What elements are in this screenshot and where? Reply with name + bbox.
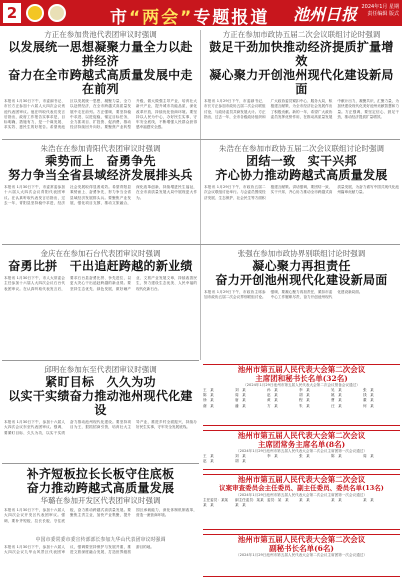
list-name-item: 王 某 bbox=[203, 388, 214, 392]
list-names bbox=[203, 454, 400, 464]
article-dongzhi bbox=[4, 364, 197, 472]
list-name-item: 刘 某 bbox=[235, 388, 246, 392]
article-kicker: 朱浩在在参加市政协五届二次会议联组讨论时强调 bbox=[219, 144, 384, 153]
article-cppcc-unite bbox=[204, 143, 399, 247]
list-name-item: 陈 某 bbox=[203, 393, 214, 398]
article-headline-line1: 补齐短板拉长长板守住底板 bbox=[26, 467, 175, 481]
list-title-line2: 议案审查委员会主任委员、副主任委员、委员名单(13名) bbox=[219, 484, 384, 492]
list-name-item: 李 某 bbox=[267, 454, 278, 458]
article-jiuhua bbox=[4, 536, 197, 579]
article-headline-line1: 乘势而上 奋勇争先 bbox=[45, 154, 156, 168]
list-note: （2024年1月29日池州市第五届人民代表大会第二次会议主席团第一次会议通过） bbox=[235, 449, 367, 453]
list-title-line1: 池州市第五届人民代表大会第二次会议 bbox=[237, 431, 366, 440]
list-name-item: 汪 某 bbox=[331, 403, 342, 408]
article-body: 本报讯 1月29日下午，市委副书记、市长方正参加市政协五届二次会议联组讨论，与政协委员共商发展大计。方正指出，过去一年，全市各级政协组织和广大政协委员紧扣中心、服务大局，积极建言献策，为全市经济社会发展作出了积极贡献。新的一年，希望广大政协委员发挥优势作用，在推动高质量发展中献计出力，凝聚共识，汇聚力量，为加快建设现代化美好池州贡献智慧和力量。方正强调，要坚定信心、鼓足干劲，推动经济提质扩量增效。 bbox=[204, 99, 399, 119]
list-name-item: 张 某 bbox=[363, 388, 374, 392]
article-body: 本报讯 1月30日下午，参加十六届人大四次会议东至代表团审议。强调，要紧盯目标、久久为功，以实干实绩奋力推动池州现代化建设。要坚持项目为王，狠抓招商引资，培育壮大主导产业，推进乡村全面振兴，持续办好民生实事，守牢安全发展底线。 bbox=[4, 420, 197, 435]
list-name-item: 孙 某 bbox=[267, 388, 278, 392]
article-shitai bbox=[4, 248, 197, 346]
list-name-item: 李 某 bbox=[299, 388, 310, 392]
list-name-item: 某 某 bbox=[363, 498, 374, 502]
list-deputy-secretaries bbox=[203, 534, 400, 577]
article-headline-line1: 以发展统一思想凝聚力量全力以赴拼经济 bbox=[8, 40, 193, 68]
list-name-item: 何 某 bbox=[363, 403, 374, 408]
article-headline-line1: 团结一致 实干兴邦 bbox=[246, 154, 357, 168]
list-names bbox=[203, 498, 400, 508]
list-name-item: 王 某 bbox=[203, 454, 214, 458]
article-kicker: 邱明在参加东至代表团审议时强调 bbox=[44, 365, 157, 374]
list-standing-chairs bbox=[203, 430, 400, 470]
newspaper-masthead: 池州日报 bbox=[293, 5, 358, 24]
list-name-item: 赵 某 bbox=[203, 459, 214, 464]
article-kicker: 中国市委常委市委宣传部部长参加九华山代表团审议时强调 bbox=[35, 537, 166, 543]
list-names bbox=[203, 388, 400, 409]
article-kicker: 张强在参加市政协界别联组讨论时强调 bbox=[237, 249, 366, 258]
list-name-item: 方 某 bbox=[267, 403, 278, 408]
banner-highlight: “两会” bbox=[129, 8, 194, 28]
list-title-line2: 主席团和秘书长名单(32名) bbox=[255, 374, 348, 383]
list-name-item: 曹 某 bbox=[331, 398, 342, 403]
date-info bbox=[362, 4, 400, 18]
list-name-item: 胡 某 bbox=[299, 393, 310, 398]
list-name-item: 某 某 bbox=[331, 498, 342, 502]
list-note: （2024年1月29日池州市第五届人民代表大会第二次会议主席团第一次会议通过） bbox=[235, 553, 367, 557]
article-body: 本报讯 1月30日下午，参加十六届人大四次会议九华山风景区代表团审议，强调要坚持保护与发展并重，推进文旅深度融合发展，打造世界级旅游目的地。 bbox=[4, 545, 154, 555]
section-divider bbox=[2, 139, 400, 140]
list-name-item: 黄 某 bbox=[267, 398, 278, 403]
section-divider bbox=[2, 463, 199, 464]
list-title-line1: 池州市第五届人民代表大会第二次会议 bbox=[237, 475, 366, 484]
article-body: 本报讯 1月30日下午，市人大常委会主任参加十六届人大四次会议石台代表团审议。在认真听取代表发言后，要求石台县奋勇比拼、争先进位，以更大决心干出追赶跨越的新业绩。要坚持生态优先、绿色发展，做好硒产业、文旅产业发展文章，持续改善民生，努力建设生态优美、人民幸福的现代化新石台。 bbox=[4, 276, 197, 291]
list-name-item: 某 某 bbox=[235, 503, 246, 508]
list-title-line1: 池州市第五届人民代表大会第二次会议 bbox=[237, 365, 366, 374]
article-headline-line2: 齐心协力推动跨越式高质量发展 bbox=[215, 168, 388, 182]
list-name-item: 程 某 bbox=[299, 398, 310, 403]
list-motion-committee bbox=[203, 474, 400, 530]
article-headline-line2: 以实干实绩奋力推动池州现代化建设 bbox=[8, 389, 193, 417]
article-headline-line2: 奋力在全市跨越式高质量发展中走在前列 bbox=[8, 68, 193, 96]
article-body: 本报讯 1月29日下午，市政协五届二次会议联组讨论举行。与会委员围绕经济发展、生态保护、社会民生等方面积极建言献策。讲话强调，要团结一致、实干兴邦，齐心协力推动全市跨越式高质量发展，为奋力谱写中国式现代化池州篇章贡献力量。 bbox=[204, 185, 399, 200]
article-kicker: 方正在参加贵池代表团审议时强调 bbox=[44, 30, 157, 39]
date-line-1: 2024年1月 星期 bbox=[361, 4, 399, 10]
article-kicker: 华璐在参加开发区代表团审议时强调 bbox=[40, 496, 161, 505]
page-header bbox=[0, 0, 402, 26]
list-name-item: 周 某 bbox=[235, 393, 246, 398]
list-title-line2: 主席团常务主席名单(8名) bbox=[257, 440, 346, 449]
list-name-item: 吴 某 bbox=[331, 388, 342, 392]
article-cppcc-zhangqiang bbox=[204, 248, 399, 346]
article-body: 本报讯 1月30日下午，市委副书记、市长方正参加十六届人大四次会议贵池代表团审议。他在听取代表们发言后指出，政府工作报告实事求是，目标明确，措施有力，是一个谋发展、求实效、惠民生的好报告。希望贵池区以发展统一思想、凝聚力量，全力以赴拼经济，在全市跨越式高质量发展中走在前列。方正强调，要坚持稳中求进、以进促稳，锚定目标任务，全力抓项目、扩投资、促消费，推动经济持续回升向好。要聚焦产业转型升级，做大做强主导产业，培育壮大新兴产业，提升城市功能品质，深化改革开放，持续优化营商环境。要坚持以人民为中心，办好民生实事，守牢安全底线，不断增强人民群众获得感幸福感安全感。 bbox=[4, 99, 197, 130]
list-name-item: 陈 某 bbox=[331, 454, 342, 458]
list-title-line2: 副秘书长名单(6名) bbox=[269, 544, 334, 553]
list-name-item: 朱 某 bbox=[299, 403, 310, 408]
list-name-item: 钱 某 bbox=[363, 393, 374, 398]
article-kicker: 朱浩在在参加青阳代表团审议时强调 bbox=[40, 144, 161, 153]
article-qingyang bbox=[4, 143, 197, 247]
article-kicker: 金庆在在参加石台代表团审议时强调 bbox=[40, 249, 161, 258]
list-name-item: 姚 某 bbox=[331, 393, 342, 398]
article-headline-line1: 鼓足干劲加快推动经济提质扩量增效 bbox=[209, 40, 394, 68]
party-emblem-icon bbox=[26, 4, 44, 22]
article-headline-line1: 紧盯目标 久久为功 bbox=[45, 375, 156, 389]
article-body: 本报讯 1月30日下午，参加十六届人大四次会议开发区代表团审议。强调，要补齐短板、拉长长板、守住底板，奋力推动跨越式高质量发展。要聚焦主责主业，加快产业集聚，提升园区承载能力，深化体制机制改革，营造一流营商环境。 bbox=[4, 508, 197, 523]
list-name-item: 张 某 bbox=[299, 454, 310, 458]
list-note: （2024年1月29日池州市第五届人民代表大会第二次会议主席团第一次会议通过） bbox=[235, 493, 367, 497]
list-name-item: 刘 某 bbox=[235, 454, 246, 458]
list-name-item: 委员：某 某 bbox=[267, 498, 289, 502]
article-headline-line2: 努力争当全省县域经济发展排头兵 bbox=[8, 168, 193, 182]
page-number: 2 bbox=[3, 3, 21, 23]
article-headline-line2: 凝心聚力开创池州现代化建设新局面 bbox=[209, 68, 394, 96]
list-name-item: 胡 某 bbox=[235, 459, 246, 464]
date-line-2: 责任编辑 版式 bbox=[367, 11, 399, 17]
article-body: 本报讯 1月30日下午，市委常委参加十六届人大四次会议青阳代表团审议。在认真听取代表发言后指出，过去一年，青阳县坚持稳中求进，经济社会发展取得显著成效。希望青阳县乘势而上、奋勇争先，努力争当全省县域经济发展排头兵。要聚焦产业发展，强化项目支撑，推动文旅融合，深化改革创新，持续增进民生福祉，在全市高质量发展大局中展现更大作为。 bbox=[4, 185, 197, 205]
list-name-item: 周 某 bbox=[363, 454, 374, 458]
article-kicker: 方正在参加市政协五届二次会议联组讨论时强调 bbox=[222, 30, 381, 39]
list-name-item: 副主任委员：某某 bbox=[235, 498, 264, 502]
list-name-item: 赵 某 bbox=[267, 393, 278, 398]
section-divider bbox=[2, 360, 199, 361]
list-name-item: 董 某 bbox=[363, 398, 374, 403]
section-divider bbox=[2, 244, 400, 245]
section-banner bbox=[110, 3, 269, 28]
column-divider bbox=[200, 30, 201, 360]
list-name-item: 徐 某 bbox=[203, 398, 214, 403]
list-name-item: 谢 某 bbox=[203, 403, 214, 408]
list-name-item: 潘 某 bbox=[235, 403, 246, 408]
article-headline-line2: 奋力开创池州现代化建设新局面 bbox=[215, 273, 388, 287]
national-emblem-icon bbox=[48, 4, 66, 22]
article-headline-line2: 奋力推动跨越式高质量发展 bbox=[26, 481, 175, 495]
list-presidium bbox=[203, 364, 400, 426]
banner-suffix: 专题报道 bbox=[193, 8, 270, 28]
article-headline-line1: 奋勇比拼 干出追赶跨越的新业绩 bbox=[8, 259, 193, 273]
list-name-item: 某 某 bbox=[203, 503, 214, 508]
list-name-item: 某 某 bbox=[299, 498, 310, 502]
list-title-line1: 池州市第五届人民代表大会第二次会议 bbox=[237, 535, 366, 544]
article-devzone bbox=[4, 467, 197, 526]
article-body: 本报讯 1月29日下午，市政协主席参加市政协五届二次会议界别联组讨论。强调，要凝心聚力再担责任，紧扣市委中心工作履职尽责，奋力开创池州现代化建设新局面。 bbox=[204, 290, 363, 300]
article-headline-line1: 凝心聚力再担责任 bbox=[252, 259, 351, 273]
list-name-item: 唐 某 bbox=[235, 398, 246, 403]
banner-prefix: 市 bbox=[110, 8, 129, 28]
list-note: （2024年1月29日池州市第五届人民代表大会第二次会议预备会议通过） bbox=[243, 383, 360, 387]
list-name-item: 主任委员：某某 bbox=[203, 498, 229, 502]
